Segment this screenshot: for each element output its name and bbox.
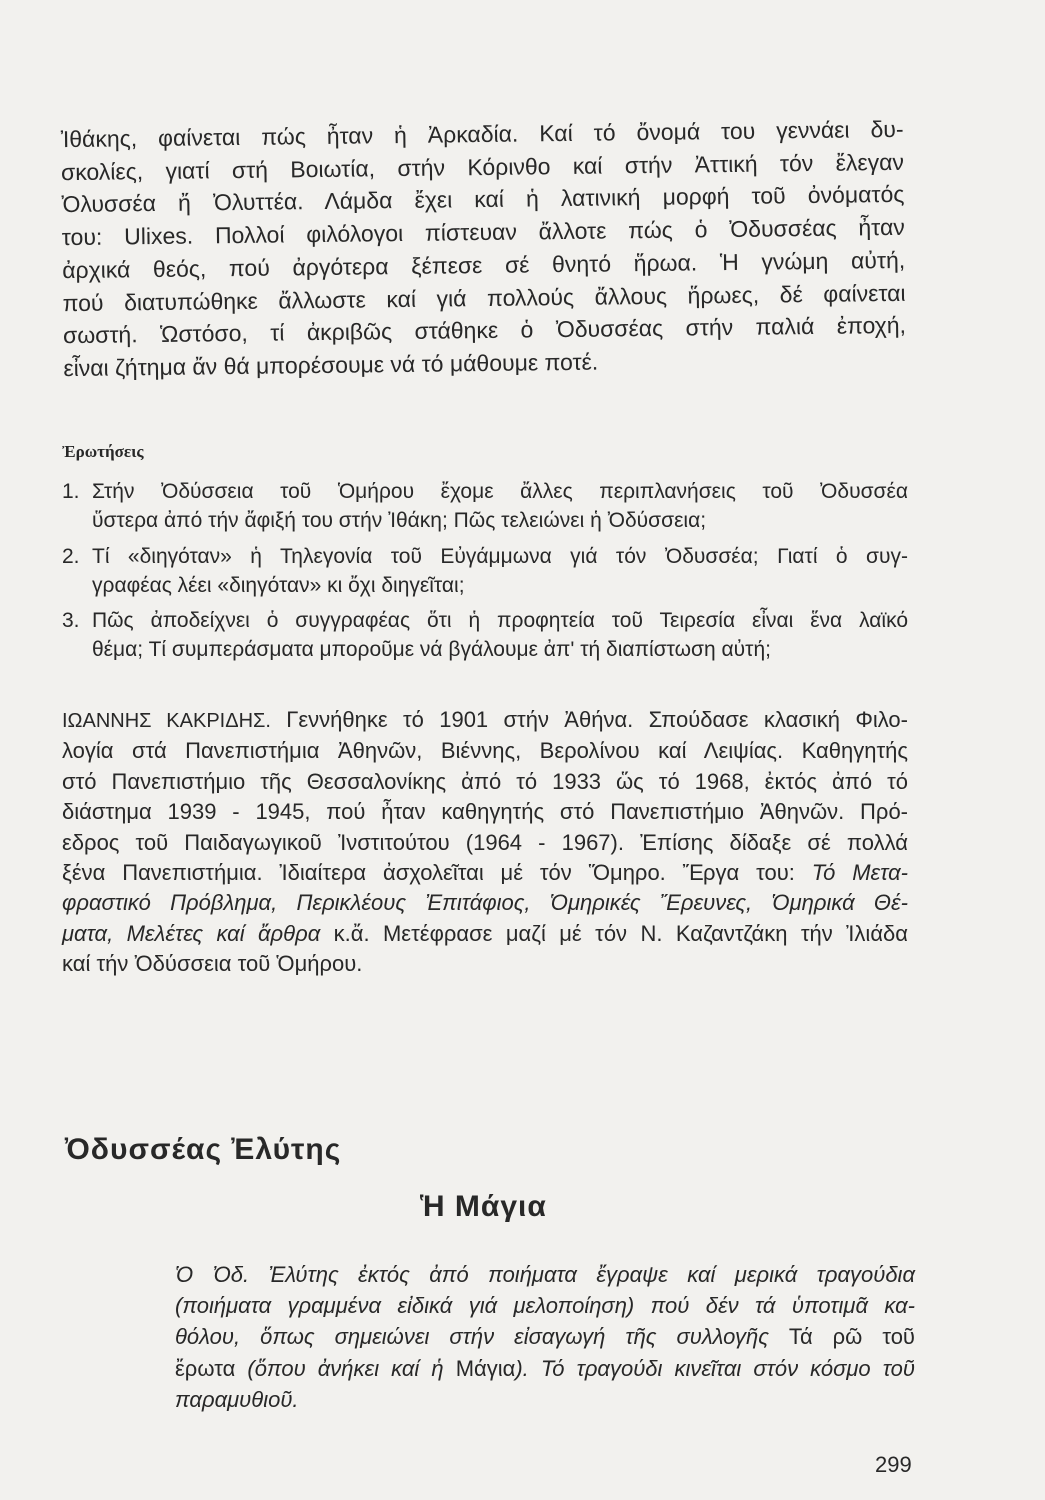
bio-line (62, 705, 908, 736)
intro-text: παραμυθιοῦ. (175, 1386, 299, 1412)
intro-text: (ποιήματα γραμμένα εἰδικά γιά μελοποίηση) πού δέν τά ὑποτιμᾶ κα- (175, 1293, 915, 1319)
poem-title: Ἡ Μάγια (420, 1190, 547, 1223)
text-line: του: Ulixes. Πολλοί φιλόλογοι πίστευαν ἄλλοτε πώς ὁ Ὀδυσσέας ἦταν (61, 213, 905, 251)
intro-text: ). Τό τραγούδι κινεῖται στόν κόσμο τοῦ (515, 1355, 915, 1381)
bio-text: εδρος τοῦ Παιδαγωγικοῦ Ἰνστιτούτου (1964 - 1967). Ἐπίσης δίδαξε σέ πολλά (62, 829, 908, 855)
questions-heading: Ἐρωτήσεις (62, 442, 144, 461)
continued-paragraph (60, 113, 906, 385)
question-text (92, 543, 908, 600)
bio-text: στό Πανεπιστήμιο τῆς Θεσσαλονίκης ἀπό τό 1933 ὥς τό 1968, ἐκτός ἀπό τό (62, 768, 908, 794)
question-number: 2. (62, 545, 80, 568)
question-line: θέμα; Τί συμπεράσματα μποροῦμε νά βγάλουμε ἀπ' τή διαπίστωση αὐτή; (92, 637, 771, 661)
collection-title: Τά ρῶ τοῦ (788, 1324, 915, 1350)
text-line: σωστή. Ὡστόσο, τί ἀκριβῶς στάθηκε ὁ Ὀδυσσέας στήν παλιά ἐποχή, (62, 312, 907, 349)
text-line: σκολίες, γιατί στή Βοιωτία, στήν Κόρινθο καί στήν Ἀττική τόν ἔλεγαν (60, 148, 905, 185)
poem-author: Ὀδυσσέας Ἐλύτης (65, 1133, 342, 1166)
bio-work-title: Τό Μετα- (811, 860, 908, 886)
bio-author-name: ΙΩΑΝΝΗΣ ΚΑΚΡΙΔΗΣ. (62, 710, 271, 732)
intro-text: Ὁ Ὀδ. Ἐλύτης ἐκτός ἀπό ποιήματα ἔγραψε καί μερικά τραγούδια (175, 1262, 915, 1287)
bio-text: καί τήν Ὀδύσσεια τοῦ Ὁμήρου. (62, 951, 363, 977)
question-text (92, 607, 908, 664)
bio-line (62, 919, 908, 949)
text-line: Ὀλυσσέα ἤ Ὀλυττέα. Λάμδα ἔχει καί ἡ λατινική μορφή τοῦ ὀνόματός (61, 181, 905, 218)
question-line: γραφέας λέει «διηγόταν» κι ὄχι διηγεῖται; (92, 573, 465, 597)
intro-text: (ὅπου ἀνήκει καί ἡ (247, 1355, 444, 1381)
poem-intro (175, 1259, 915, 1415)
bio-work-title: ματα, Μελέτες καί ἄρθρα (62, 920, 321, 946)
bio-line (62, 736, 908, 766)
intro-text: θόλου, ὅπως σημειώνει στήν εἰσαγωγή τῆς συλλογῆς (175, 1324, 769, 1350)
question-item (62, 607, 908, 664)
bio-line (62, 858, 908, 888)
bio-text: Γεννήθηκε τό 1901 στήν Ἀθήνα. Σπούδασε κλασική Φιλο- (286, 707, 908, 732)
bio-line (62, 888, 908, 918)
text-line: Ἰθάκης, φαίνεται πώς ἦταν ἡ Ἀρκαδία. Καί τό ὄνομά του γεννάει δυ- (60, 115, 904, 153)
question-line: Τί «διηγόταν» ἡ Τηλεγονία τοῦ Εὐγάμμωνα γιά τόν Ὀδυσσέα; Γιατί ὁ συγ- (92, 545, 908, 568)
bio-text: λογία στά Πανεπιστήμια Ἀθηνῶν, Βιέννης, Βερολίνου καί Λειψίας. Καθηγητής (62, 738, 908, 764)
bio-line (62, 797, 908, 827)
text-line: πού διατυπώθηκε ἄλλωστε καί γιά πολλούς ἄλλους ἥρωες, δέ φαίνεται (62, 279, 906, 316)
intro-line (175, 1290, 915, 1321)
question-number: 1. (62, 480, 80, 503)
text-line: εἶναι ζήτημα ἄν θά μπορέσουμε νά τό μάθουμε ποτέ. (63, 348, 599, 382)
page-number: 299 (875, 1452, 912, 1477)
question-line: Πῶς ἀποδείχνει ὁ συγγραφέας ὅτι ἡ προφητεία τοῦ Τειρεσία εἶναι ἕνα λαϊκό (92, 609, 908, 632)
bio-text: διάστημα 1939 - 1945, πού ἦταν καθηγητής στό Πανεπιστήμιο Ἀθηνῶν. Πρό- (62, 799, 908, 825)
question-item (62, 478, 908, 535)
question-line: ὕστερα ἀπό τήν ἄφιξή του στήν Ἰθάκη; Πῶς τελειώνει ἡ Ὀδύσσεια; (92, 508, 707, 532)
intro-line (175, 1259, 915, 1290)
intro-line (175, 1321, 915, 1352)
question-item (62, 543, 908, 600)
question-text (92, 478, 908, 535)
question-number: 3. (62, 609, 80, 632)
bio-work-title: φραστικό Πρόβλημα, Περικλέους Ἐπιτάφιος, Ὁμηρικές Ἔρευνες, Ὁμηρικά Θέ- (62, 890, 908, 916)
author-biography (62, 705, 908, 980)
bio-line (62, 828, 908, 858)
question-line: Στήν Ὀδύσσεια τοῦ Ὁμήρου ἔχομε ἄλλες περιπλανήσεις τοῦ Ὀδυσσέα (92, 480, 908, 503)
bio-text: ξένα Πανεπιστήμια. Ἰδιαίτερα ἀσχολεῖται μέ τόν Ὅμηρο. Ἔργα του: (62, 860, 795, 886)
intro-line (175, 1384, 915, 1415)
intro-line (175, 1353, 915, 1384)
bio-text: κ.ἄ. Μετέφρασε μαζί μέ τόν Ν. Καζαντζάκη τήν Ἰλιάδα (333, 920, 908, 946)
collection-title: ἔρωτα (175, 1355, 236, 1381)
bio-line (62, 767, 908, 797)
song-title: Μάγια (455, 1355, 516, 1381)
bio-line (62, 949, 908, 979)
text-line: ἀρχικά θεός, πού ἀργότερα ξέπεσε σέ θνητό ἥρωα. Ἡ γνώμη αὐτή, (62, 246, 906, 283)
